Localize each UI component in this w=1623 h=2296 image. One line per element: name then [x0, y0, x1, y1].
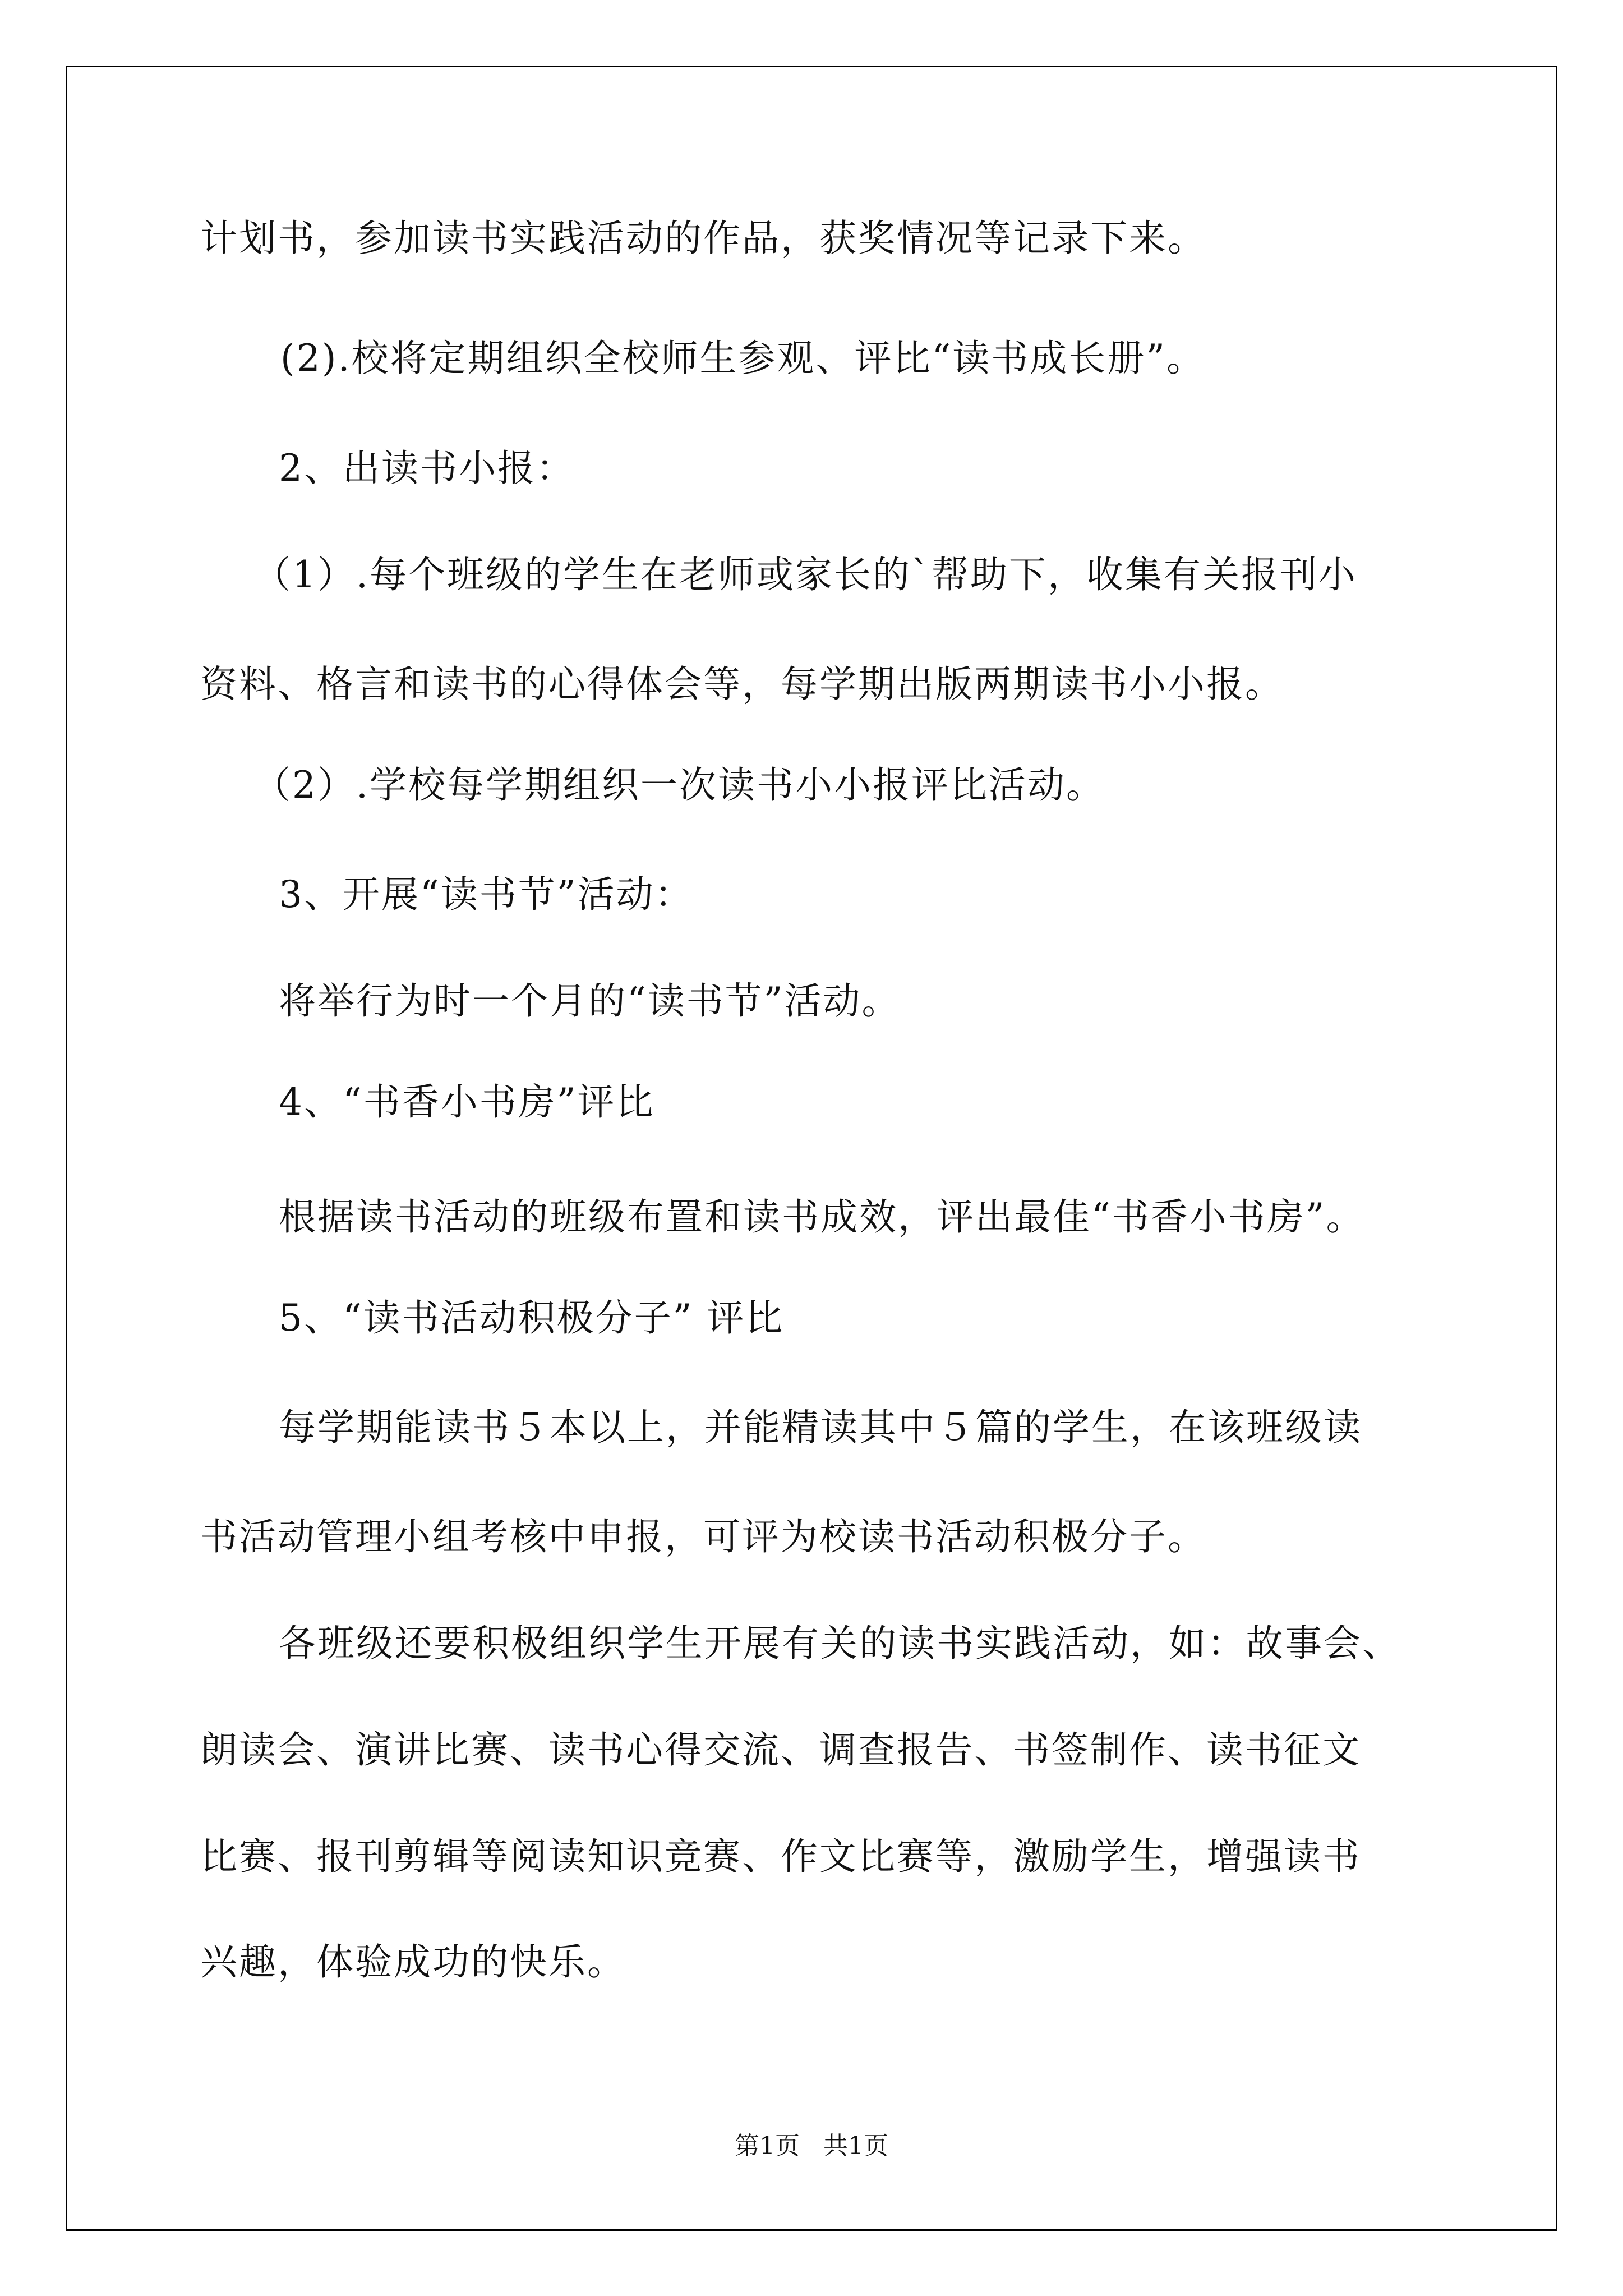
text-line: 5、“读书活动积极分子” 评比 — [279, 1296, 785, 1340]
page-footer: 第1页 共1页 — [735, 2132, 888, 2160]
text-line: 3、开展“读书节”活动： — [279, 873, 694, 916]
text-line: （1）.每个班级的学生在老师或家长的`帮助下，收集有关报刊小 — [253, 553, 1357, 596]
text-line: (2).校将定期组织全校师生参观、评比“读书成长册”。 — [280, 337, 1205, 380]
text-line: 计划书，参加读书实践活动的作品，获奖情况等记录下来。 — [200, 217, 1206, 260]
text-line: 兴趣，体验成功的快乐。 — [200, 1940, 626, 1984]
text-line: 书活动管理小组考核中申报，可评为校读书活动积极分子。 — [200, 1515, 1206, 1558]
text-line: 各班级还要积极组织学生开展有关的读书实践活动，如：故事会、 — [279, 1622, 1401, 1665]
text-line: 朗读会、演讲比赛、读书心得交流、调查报告、书签制作、读书征文 — [200, 1728, 1361, 1772]
text-line: 将举行为时一个月的“读书节”活动。 — [279, 979, 901, 1023]
text-line: 2、出读书小报： — [279, 447, 575, 490]
text-line: 4、“书香小书房”评比 — [279, 1080, 655, 1124]
text-line: 根据读书活动的班级布置和读书成效，评出最佳“书香小书房”。 — [279, 1195, 1365, 1239]
text-line: 资料、格言和读书的心得体会等，每学期出版两期读书小小报。 — [200, 662, 1284, 706]
text-line: 比赛、报刊剪辑等阅读知识竞赛、作文比赛等，激励学生，增强读书 — [200, 1835, 1361, 1878]
text-line: （2）.学校每学期组织一次读书小小报评比活动。 — [253, 763, 1105, 807]
page-border — [66, 66, 1557, 2231]
text-line: 每学期能读书５本以上，并能精读其中５篇的学生，在该班级读 — [279, 1406, 1362, 1449]
